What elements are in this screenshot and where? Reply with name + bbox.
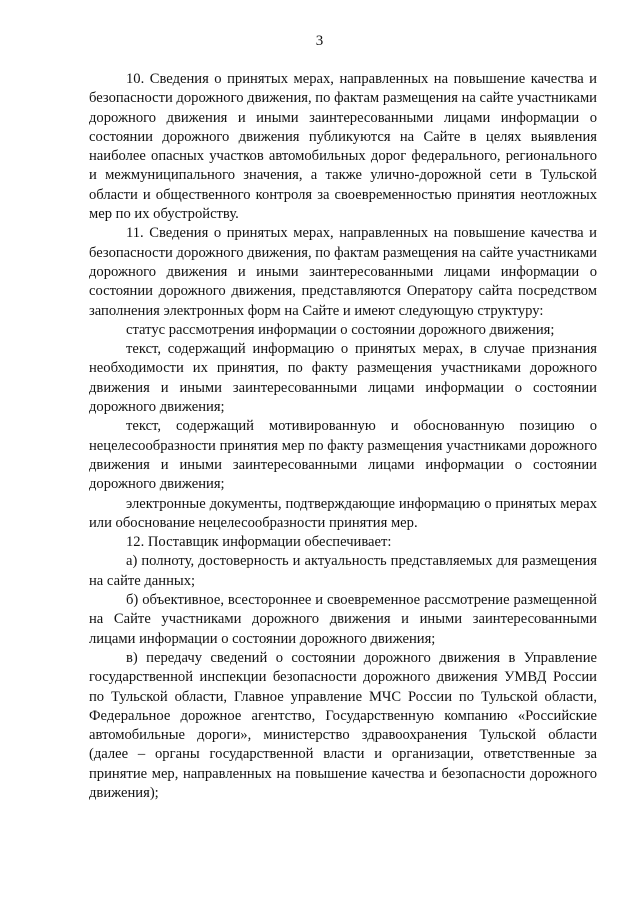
structure-item-electronic-documents: электронные документы, подтверждающие информацию о принятых мерах или обоснование нецелесообразности принятия мер. <box>89 495 597 531</box>
document-body <box>89 70 597 803</box>
paragraph-12-item-v: в) передачу сведений о состоянии дорожного движения в Управление государственной инспекции безопасности дорожного движения УМВД России по Тульской области, Главное управление МЧС России по Тульской области, Федеральное дорожное агентство, Государственную компанию «Российские автомобильные дороги», министерство здравоохранения Тульской области (далее – органы государственной власти и организации, ответственные за принятие мер, направленных на повышение качества и безопасности дорожного движения); <box>89 649 597 801</box>
structure-item-status: статус рассмотрения информации о состоянии дорожного движения; <box>126 321 555 338</box>
paragraph-10: 10. Сведения о принятых мерах, направленных на повышение качества и безопасности дорожного движения, по фактам размещения на сайте участниками дорожного движения и иными заинтересованными лицами информации о состоянии дорожного движения публикуются на Сайте в целях выявления наиболее опасных участков автомобильных дорог федерального, регионального и межмуниципального значения, а также улично-дорожной сети в Тульской области и общественного контроля за своевременностью принятия неотложных мер по их обустройству. <box>89 71 597 223</box>
paragraph-11: 11. Сведения о принятых мерах, направленных на повышение качества и безопасности дорожного движения, по фактам размещения на сайте участниками дорожного движения и иными заинтересованными лицами информации о состоянии дорожного движения, представляются Оператору сайта посредством заполнения электронных форм на Сайте и имеют следующую структуру: <box>89 225 597 319</box>
paragraph-12-item-b: б) объективное, всестороннее и своевременное рассмотрение размещенной на Сайте участниками дорожного движения и иными заинтересованными лицами информации о состоянии дорожного движения; <box>89 592 597 647</box>
paragraph-12: 12. Поставщик информации обеспечивает: <box>126 534 392 551</box>
structure-item-justification-text: текст, содержащий мотивированную и обоснованную позицию о нецелесообразности принятия мер по факту размещения участниками дорожного движения и иными заинтересованными лицами информации о состоянии дорожного движения; <box>89 418 597 493</box>
structure-item-measures-text: текст, содержащий информацию о принятых мерах, в случае признания необходимости их принятия, по факту размещения участниками дорожного движения и иными заинтересованными лицами информации о состоянии дорожного движения; <box>89 341 597 416</box>
page-number: 3 <box>315 33 324 49</box>
paragraph-12-item-a: а) полноту, достоверность и актуальность представляемых для размещения на сайте данных; <box>89 553 597 589</box>
